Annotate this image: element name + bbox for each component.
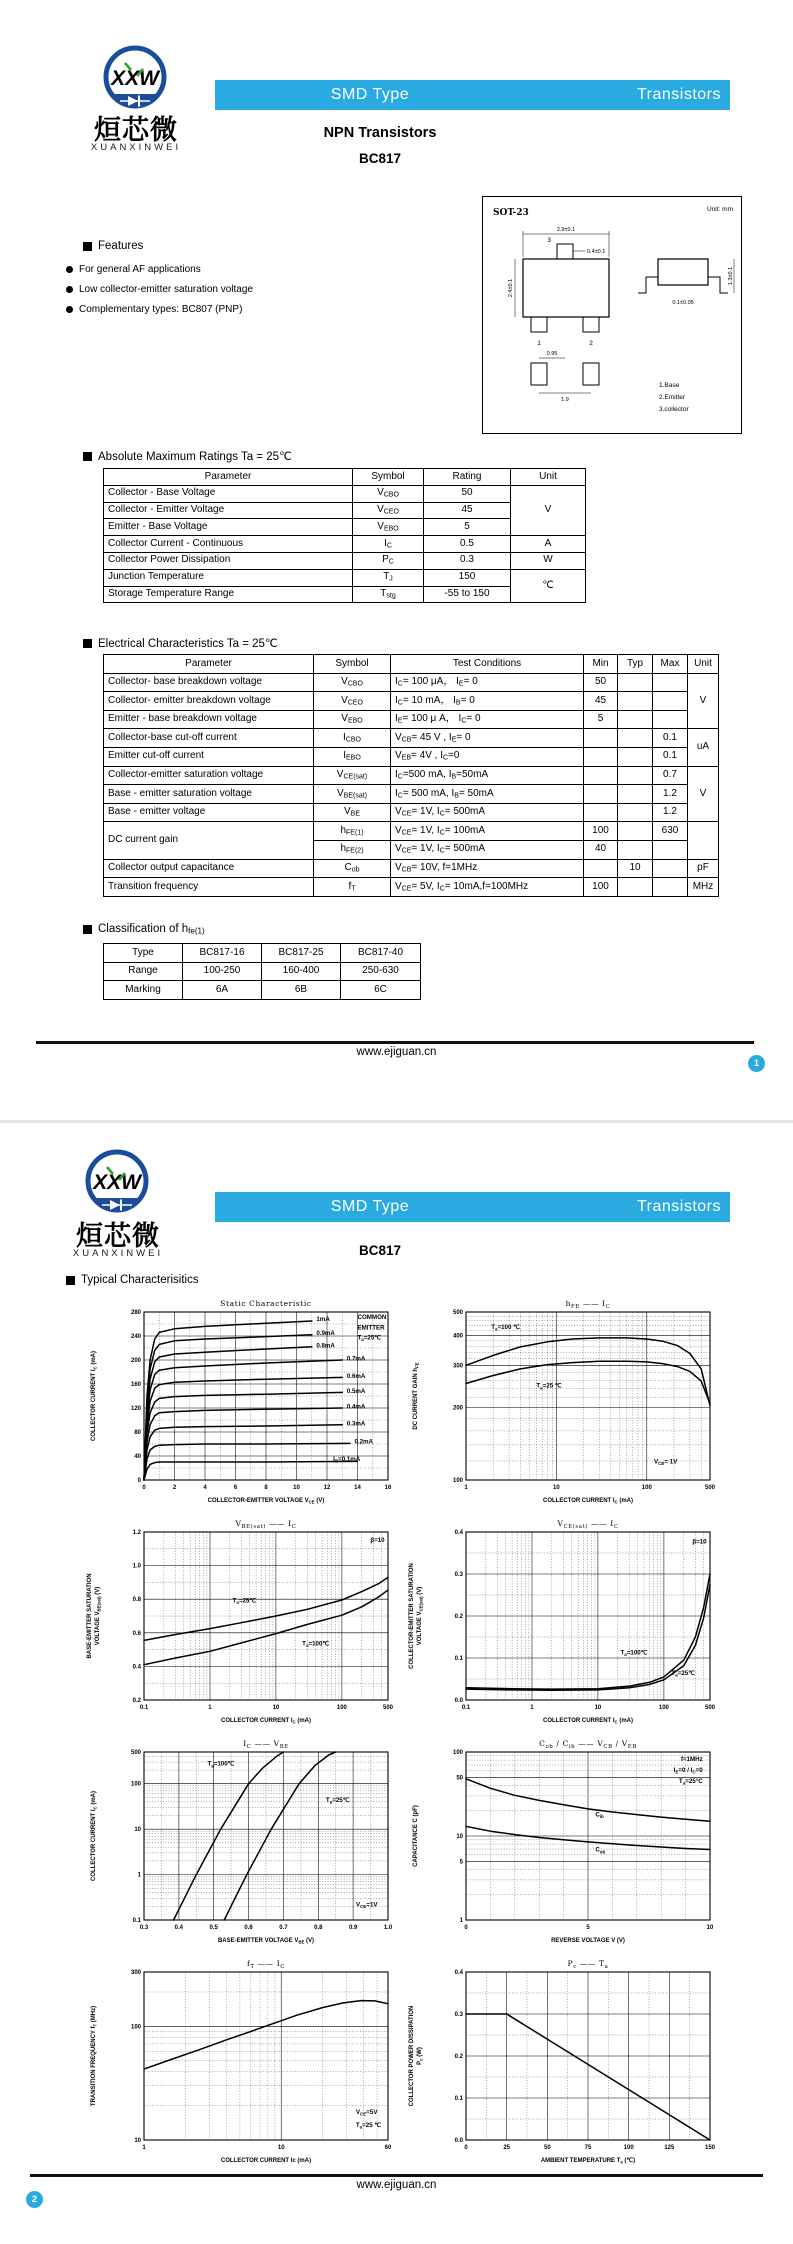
- svg-text:0.3: 0.3: [454, 2012, 463, 2018]
- svg-text:10: 10: [134, 2138, 141, 2144]
- chart-capacitance-vs-voltage: [406, 1736, 722, 1950]
- lead-pin1: [531, 317, 547, 332]
- svg-text:100: 100: [452, 1750, 463, 1756]
- svg-text:COLLECTOR-EMITTER SATURATION: COLLECTOR-EMITTER SATURATION: [409, 1563, 415, 1669]
- svg-text:10: 10: [293, 1485, 300, 1491]
- svg-text:0.2: 0.2: [454, 2054, 463, 2060]
- svg-text:10: 10: [706, 1925, 714, 1931]
- package-outline-figure: [482, 196, 742, 434]
- svg-text:100: 100: [130, 2024, 141, 2031]
- lead-pin3: [557, 244, 573, 259]
- svg-text:0.4: 0.4: [132, 1664, 141, 1671]
- package-body-top-view: [523, 259, 609, 317]
- header-bar: [215, 80, 730, 110]
- square-bullet-icon: [83, 452, 92, 461]
- chart-vbesat-vs-ic: [84, 1516, 400, 1730]
- logo-text: XXW: [111, 67, 159, 90]
- svg-text:12: 12: [323, 1485, 331, 1491]
- footer-rule: [36, 1041, 754, 1044]
- svg-text:10: 10: [272, 1705, 280, 1711]
- svg-text:BASE-EMITTER SATURATION: BASE-EMITTER SATURATION: [87, 1573, 93, 1659]
- svg-text:0: 0: [142, 1485, 146, 1491]
- svg-text:80: 80: [134, 1430, 141, 1436]
- brand-chinese-name: 烜芯微: [76, 1221, 160, 1251]
- svg-text:Cob / Cib —— VCB / VEB: $C_{ob} / C_{ib}$ —— $V_{CB} / V_{EB}$: [539, 1739, 637, 1750]
- square-bullet-icon: [83, 242, 92, 251]
- svg-text:Ta=100 ℃: $T_a=100$ ℃: [491, 1323, 521, 1332]
- svg-text:0.5mA: 0.5mA: [346, 1388, 366, 1395]
- dot-bullet-icon: [66, 266, 73, 273]
- header-bar: [215, 1192, 730, 1222]
- svg-text:0.2: 0.2: [132, 1698, 141, 1704]
- svg-text:1: 1: [208, 1705, 212, 1711]
- svg-text:DC CURRENT GAIN hFE: DC CURRENT GAIN $h_{FE}$: [413, 1362, 420, 1430]
- ec-heading: Electrical Characteristics Ta = 25℃: [83, 636, 278, 650]
- square-bullet-icon: [66, 1276, 75, 1285]
- svg-text:1: 1: [137, 1872, 141, 1879]
- chart-pc-vs-ta: [406, 1956, 722, 2170]
- classification-heading: Classification of $h_{fe(1)}$: [83, 923, 205, 935]
- svg-text:1: 1: [459, 1918, 463, 1924]
- dim-standoff: 0.1±0.05: [672, 300, 694, 306]
- svg-text:0.6: 0.6: [244, 1925, 253, 1931]
- footer-rule: [30, 2174, 763, 2177]
- svg-text:VOLTAGE VBE(sat) (V): VOLTAGE $V_{BE(sat)}$ (V): [95, 1586, 102, 1646]
- svg-text:100: 100: [336, 1705, 347, 1711]
- svg-text:500: 500: [704, 1705, 716, 1711]
- svg-text:0.7: 0.7: [279, 1925, 288, 1931]
- absolute-maximum-ratings-table: Parameter Symbol Rating Unit Collector - Base Voltage $V_{CBO}$ 50 V Collector - Emitter Voltage $V_{CEO}$ 45 Emitter - Base Voltage $V_{EBO}$ 5 Collector Current - Continuous $I_C$ 0.5 A Collector Power Dissipation $P_C$ 0.3 W Junction Temperature $T_J$ 150 ℃ Storage Temperature Range $T_{stg}$ -55 to 150: [103, 468, 586, 603]
- land-pad: [531, 363, 547, 385]
- brand-english-name: XUANXINWEI: [72, 1248, 164, 1259]
- brand-chinese-name: 烜芯微: [94, 115, 178, 145]
- square-bullet-icon: [83, 639, 92, 648]
- package-side-view: [658, 259, 708, 285]
- svg-text:IB=0.1mA: $I_B=0.1mA$: [333, 1455, 361, 1464]
- brand-english-name: XUANXINWEI: [90, 142, 182, 153]
- svg-text:EMITTER: EMITTER: [357, 1324, 385, 1332]
- svg-text:10: 10: [277, 2145, 285, 2151]
- svg-text:0.1: 0.1: [132, 1918, 141, 1924]
- svg-text:150: 150: [704, 2145, 716, 2151]
- svg-text:TRANSITION FREQUENCY fT (: TRANSITION FREQUENCY $f_T$ (MHz): [91, 2005, 98, 2107]
- svg-text:COLLECTOR CURRENT IC (mA): COLLECTOR CURRENT $I_C$ (mA): [91, 1790, 98, 1882]
- chart-ft-vs-ic: [84, 1956, 400, 2170]
- svg-text:COMMON: COMMON: [357, 1314, 387, 1322]
- svg-text:0.4: 0.4: [454, 1530, 463, 1536]
- svg-text:VCE(sat) —— IC: $V_{CE(sat)}$ —— $I_C$: [557, 1519, 619, 1530]
- svg-text:REVERSE VOLTAGE V (V): REVERSE VOLTAGE V (V): [551, 1938, 625, 1944]
- svg-text:125: 125: [664, 2145, 675, 2151]
- svg-text:COLLECTOR CURRENT IC (mA): COLLECTOR CURRENT $I_C$ (mA): [220, 1718, 312, 1725]
- footer-url[interactable]: www.ejiguan.cn: [356, 1046, 437, 1058]
- svg-text:Ta=25℃: $T_a=25℃$: [671, 1669, 696, 1678]
- pin3-number: 3: [547, 237, 551, 244]
- svg-text:COLLECTOR-EMITTER VOLTAGE VC: COLLECTOR-EMITTER VOLTAGE $V_{CE}$ (V): [207, 1498, 325, 1505]
- svg-text:10: 10: [456, 1834, 463, 1840]
- svg-text:0.0: 0.0: [454, 2138, 463, 2144]
- svg-text:0.9: 0.9: [348, 1925, 358, 1931]
- svg-text:1mA: 1mA: [316, 1316, 330, 1323]
- package-unit-label: Unit: mm: [707, 206, 733, 213]
- typical-characteristics-heading: Typical Characterisitics: [66, 1274, 199, 1286]
- svg-text:BASE-EMITTER VOLTAGE VBE (V): BASE-EMITTER VOLTAGE $V_{BE}$ (V): [217, 1938, 315, 1945]
- svg-text:0.4: 0.4: [174, 1925, 184, 1931]
- chart-static-characteristic: [84, 1296, 400, 1510]
- svg-text:1: 1: [530, 1705, 534, 1711]
- square-bullet-icon: [83, 925, 92, 934]
- lead-pin2: [583, 317, 599, 332]
- svg-text:400: 400: [452, 1333, 463, 1340]
- svg-text:Static Characteristic: Static Characteristic: [220, 1299, 312, 1308]
- svg-text:Cib: $C_{ib}$: [595, 1811, 604, 1820]
- svg-text:160: 160: [130, 1382, 141, 1388]
- svg-text:16: 16: [384, 1485, 392, 1491]
- svg-text:Ta=25°C: $T_a=25^\circ C$: [678, 1777, 703, 1786]
- svg-text:COLLECTOR CURRENT IC (mA): COLLECTOR CURRENT $I_C$ (mA): [91, 1350, 98, 1442]
- svg-text:100: 100: [452, 1478, 463, 1484]
- svg-text:1: 1: [142, 2145, 146, 2151]
- pin-legend-1: 1.Base: [659, 382, 680, 389]
- page-number-badge: 2: [26, 2191, 43, 2208]
- header-bar-right-label: Transistors: [636, 1198, 721, 1215]
- dim-pitch: 0.95: [546, 351, 558, 357]
- svg-text:50: 50: [543, 2145, 551, 2151]
- svg-text:280: 280: [130, 1310, 141, 1316]
- svg-text:5: 5: [459, 1859, 463, 1866]
- svg-text:0.1: 0.1: [454, 1656, 463, 1662]
- svg-text:500: 500: [704, 1485, 716, 1491]
- svg-text:2: 2: [172, 1485, 177, 1491]
- svg-text:IE=0 / IC=0: $I_E=0 / I_C=0$: [673, 1766, 703, 1775]
- svg-text:100: 100: [623, 2145, 634, 2151]
- svg-text:Ta=100℃: $T_a=100℃$: [207, 1760, 235, 1769]
- svg-text:Pc (W): $P_c$ (W): [417, 2047, 424, 2065]
- svg-text:0.2mA: 0.2mA: [354, 1438, 374, 1446]
- svg-text:CAPACITANCE C (pF): CAPACITANCE C (pF): [413, 1805, 419, 1867]
- svg-text:0: 0: [464, 1925, 468, 1931]
- svg-text:β=10: β=10: [692, 1538, 707, 1546]
- svg-text:5: 5: [586, 1925, 590, 1931]
- svg-text:Ta=100℃: $T_a=100℃$: [620, 1649, 648, 1658]
- svg-text:0.9mA: 0.9mA: [316, 1329, 335, 1337]
- svg-text:VOLTAGE VCE(sat) (V): VOLTAGE $V_{CE(sat)}$ (V): [417, 1586, 424, 1646]
- svg-text:0.7mA: 0.7mA: [346, 1355, 366, 1363]
- svg-text:COLLECTOR CURRENT IC (mA): COLLECTOR CURRENT $I_C$ (mA): [542, 1498, 634, 1505]
- feature-item: For general AF applications: [66, 259, 253, 279]
- svg-text:Ta=25℃: $T_a=25℃$: [232, 1597, 257, 1606]
- package-name: SOT-23: [493, 208, 529, 218]
- svg-text:40: 40: [134, 1454, 141, 1460]
- svg-text:Ta=25 ℃: $T_a=25$ ℃: [355, 2122, 382, 2130]
- features-list: [66, 259, 253, 319]
- land-pad: [583, 363, 599, 385]
- svg-text:Ta=25℃: $T_a=25℃$: [357, 1334, 382, 1343]
- chart-hfe-vs-ic: [406, 1296, 722, 1510]
- svg-text:0: 0: [137, 1478, 141, 1484]
- header-bar-right-label: Transistors: [636, 86, 721, 103]
- dim-height: 1.3±0.1: [728, 266, 734, 286]
- svg-text:240: 240: [130, 1334, 141, 1340]
- svg-text:0.3: 0.3: [454, 1572, 463, 1578]
- svg-text:VCE=1V: $V_{CE}=1V$: [355, 1901, 378, 1909]
- svg-text:0.5: 0.5: [209, 1925, 218, 1931]
- svg-text:β=10: β=10: [370, 1537, 385, 1545]
- svg-text:0.1: 0.1: [461, 1705, 471, 1711]
- svg-text:0.4: 0.4: [454, 1970, 463, 1976]
- svg-text:10: 10: [594, 1705, 602, 1711]
- hfe-classification-table: Type BC817-16 BC817-25 BC817-40 Range 100-250 160-400 250-630 Marking 6A 6B 6C: [103, 943, 421, 1000]
- svg-text:100: 100: [130, 1781, 141, 1788]
- svg-text:0.3mA: 0.3mA: [346, 1420, 366, 1428]
- svg-text:1: 1: [464, 1485, 468, 1491]
- dot-bullet-icon: [66, 286, 73, 293]
- svg-text:75: 75: [584, 2145, 592, 2151]
- svg-text:0: 0: [464, 2145, 468, 2151]
- svg-text:1.2: 1.2: [132, 1530, 141, 1536]
- amr-heading: Absolute Maximum Ratings Ta = 25℃: [83, 449, 292, 463]
- svg-text:0.8: 0.8: [314, 1925, 323, 1931]
- svg-text:10: 10: [553, 1485, 560, 1491]
- gullwing-lead: [638, 277, 658, 293]
- header-bar-left-label: SMD Type: [330, 86, 410, 103]
- dim-lead-width: 0.4±0.1: [587, 249, 606, 255]
- svg-text:4: 4: [203, 1485, 207, 1491]
- svg-text:VBE(sat) —— IC: $V_{BE(sat)}$ —— $I_C$: [235, 1519, 297, 1530]
- company-logo: [80, 1148, 154, 1223]
- svg-text:1.0: 1.0: [383, 1925, 393, 1931]
- svg-text:Ta=25 ℃: $T_a=25$ ℃: [536, 1382, 562, 1391]
- svg-text:200: 200: [130, 1358, 141, 1364]
- svg-text:fT —— IC: $f_T$ —— $I_C$: [246, 1959, 286, 1970]
- svg-text:0.4mA: 0.4mA: [346, 1403, 366, 1411]
- svg-text:Ta=25℃: $T_a=25℃$: [325, 1796, 350, 1805]
- svg-text:50: 50: [456, 1775, 463, 1782]
- dim-body-height: 2.4±0.1: [508, 278, 514, 298]
- svg-text:500: 500: [382, 1705, 394, 1711]
- svg-text:0.3: 0.3: [139, 1925, 149, 1931]
- svg-text:0.8: 0.8: [132, 1597, 141, 1604]
- svg-text:0.2: 0.2: [454, 1614, 463, 1620]
- svg-text:200: 200: [452, 1405, 463, 1412]
- svg-text:500: 500: [452, 1310, 463, 1316]
- svg-text:Ta=100℃: $T_a=100℃$: [302, 1640, 330, 1648]
- gullwing-lead: [708, 277, 728, 293]
- svg-text:0.1: 0.1: [139, 1705, 149, 1711]
- svg-text:0.1: 0.1: [454, 2096, 463, 2102]
- svg-text:500: 500: [130, 1750, 141, 1756]
- svg-text:f=1MHz: f=1MHz: [680, 1756, 703, 1764]
- svg-text:VCE= 1V: $V_{CE}= 1V$: [653, 1458, 678, 1467]
- chart-vcesat-vs-ic: [406, 1516, 722, 1730]
- svg-text:300: 300: [452, 1363, 463, 1370]
- pin-legend-2: 2.Emitter: [659, 394, 686, 401]
- logo-text: XXW: [93, 1171, 141, 1194]
- svg-text:AMBIENT TEMPERATURE Ta (℃): AMBIENT TEMPERATURE $T_a$ (℃): [540, 2158, 636, 2165]
- dim-body-width: 2.9±0.1: [556, 227, 576, 233]
- page-title: NPN Transistors: [323, 125, 437, 141]
- svg-text:1.0: 1.0: [132, 1563, 141, 1570]
- page-number-badge: 1: [748, 1055, 765, 1072]
- features-heading: Features: [83, 240, 143, 252]
- svg-text:COLLECTOR CURRENT IC (mA): COLLECTOR CURRENT $I_C$ (mA): [542, 1718, 634, 1725]
- svg-text:6: 6: [233, 1485, 238, 1491]
- svg-text:10: 10: [134, 1827, 141, 1834]
- svg-text:8: 8: [264, 1485, 268, 1491]
- svg-text:14: 14: [354, 1485, 361, 1491]
- page-divider: [0, 1120, 793, 1123]
- pin-legend-3: 3.collector: [659, 406, 689, 413]
- dot-bullet-icon: [66, 306, 73, 313]
- svg-text:120: 120: [130, 1406, 141, 1412]
- svg-text:COLLECTOR POWER DISSIPATION: COLLECTOR POWER DISSIPATION: [409, 2005, 415, 2107]
- pin1-number: 1: [537, 340, 541, 347]
- pin2-number: 2: [589, 340, 593, 347]
- svg-text:60: 60: [384, 2145, 392, 2151]
- svg-text:300: 300: [130, 1970, 141, 1976]
- svg-text:VCE=5V: $V_{CE}=5V$: [355, 2108, 378, 2117]
- footer-url[interactable]: www.ejiguan.cn: [356, 2179, 437, 2191]
- svg-text:hFE —— IC: $h_{FE}$ —— $I_C$: [565, 1299, 611, 1310]
- svg-text:0.6mA: 0.6mA: [346, 1373, 366, 1380]
- part-number: BC817: [358, 151, 402, 166]
- svg-text:Pc —— Ta: $P_c$ —— $T_a$: [567, 1959, 609, 1970]
- svg-text:Cob: $C_{ob}$: [595, 1846, 606, 1855]
- svg-text:25: 25: [503, 2145, 511, 2151]
- electrical-characteristics-table: Parameter Symbol Test Conditions Min Typ Max Unit Collector- base breakdown voltage $V_{CBO}$ $I_C= 100$ μA， $I_E= 0$ 50 V Collector- emitter breakdown voltage $V_{CEO}$ $I_C= 10$ mA， $I_B= 0$ 45 Emitter - base breakdown voltage $V_{EBO}$ $I_E= 100$ μ A， $I_C= 0$ 5 Collector-base cut-off current $I_{CBO}$ $V_{CB}= 45$ V , $I_E= 0$ 0.1 uA Emitter cut-off current $I_{EBO}$ $V_{EB}= 4V$ , $I_C=0$ 0.1 Collector-emitter saturation voltage $V_{CE(sat)}$ $I_C=500$ mA, $I_B=50mA$ 0.7 V Base - emitter saturation voltage $V_{BE(sat)}$ $I_C= 500$ mA, $I_B= 50mA$ 1.2 Base - emitter voltage $V_{BE}$ $V_{CE}= 1V$, $I_C= 500mA$ 1.2 DC current gain $h_{FE(1)}$ $V_{CE}= 1V$, $I_C= 100mA$ 100 630 $h_{FE(2)}$ $V_{CE}= 1V$, $I_C= 500mA$ 40 Collector output capacitance $C_{ob}$ $V_{CB}= 10V$, f=1MHz 10 pF Transition frequency $f_T$ $V_{CE}= 5V$, $I_C= 10mA,f=100MHz$ 100 MHz: [103, 654, 719, 897]
- svg-text:0.0: 0.0: [454, 1698, 463, 1704]
- svg-text:0.8mA: 0.8mA: [316, 1342, 335, 1350]
- feature-item: Low collector-emitter saturation voltage: [66, 279, 253, 299]
- dim-span: 1.9: [561, 397, 569, 403]
- svg-text:0.6: 0.6: [132, 1630, 141, 1637]
- svg-text:100: 100: [641, 1485, 652, 1491]
- part-number: BC817: [358, 1243, 402, 1258]
- svg-text:IC —— VBE: $I_C$ —— $V_{BE}$: [243, 1739, 289, 1750]
- header-bar-left-label: SMD Type: [330, 1198, 410, 1215]
- chart-ic-vs-vbe: [84, 1736, 400, 1950]
- svg-text:100: 100: [658, 1705, 669, 1711]
- svg-text:COLLECTOR CURRENT Ic (mA): COLLECTOR CURRENT Ic (mA): [220, 2158, 312, 2164]
- feature-item: Complementary types: BC807 (PNP): [66, 299, 253, 319]
